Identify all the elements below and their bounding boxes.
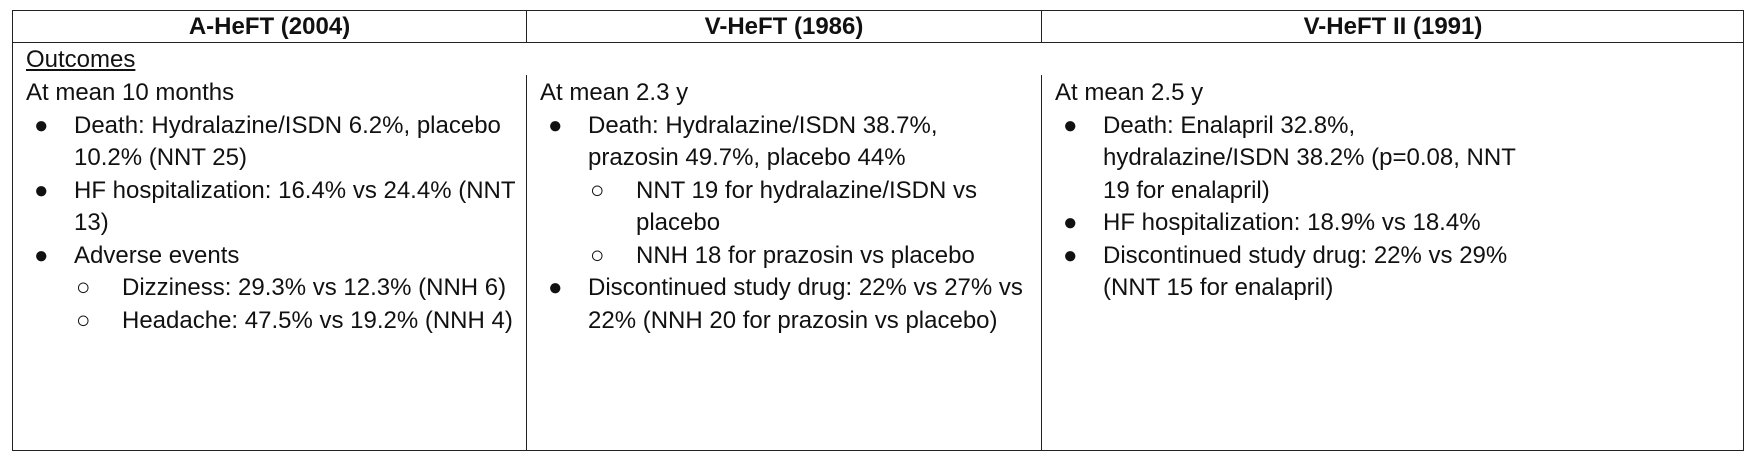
header-a-heft: A-HeFT (2004) [188, 13, 351, 40]
sub-list-item: ○ NNT 19 for hydralazine/ISDN vs placebo [590, 176, 978, 236]
bullet-icon: ● [34, 111, 49, 139]
bullet-icon: ● [548, 274, 563, 301]
bullet-list [1055, 110, 1545, 305]
bullet-list [540, 110, 1030, 338]
circle-bullet-icon: ○ [590, 176, 605, 204]
col-v-heft-ii [1055, 77, 1545, 305]
list-item: ● HF hospitalization: 16.4% vs 24.4% (NNT 13) [34, 176, 516, 236]
list-item: ● Adverse events ○ Dizziness: 29.3% vs 12.3% (NNH 6) ○ Headache: 47.5% vs 19.2% (NNH 4) [26, 240, 516, 338]
list-item: ● Death: Hydralazine/ISDN 38.7%, prazosin 49.7%, placebo 44% ○ NNT 19 for hydralazine/ISDN vs placebo ○ NNH 18 for prazosin vs placebo [540, 110, 1030, 273]
col-lead: At mean 10 months [26, 79, 235, 106]
sub-list [540, 175, 1030, 273]
bullet-icon: ● [548, 111, 563, 139]
bullet-icon: ● [34, 176, 49, 204]
header-v-heft-ii: V-HeFT II (1991) [1303, 13, 1483, 40]
list-item: ● Death: Hydralazine/ISDN 6.2%, placebo 10.2% (NNT 25) [34, 111, 501, 171]
body-col-divider [526, 75, 527, 450]
col-v-heft [540, 77, 1030, 337]
col-lead: At mean 2.5 y [1055, 79, 1204, 106]
sub-list-item: ○ NNH 18 for prazosin vs placebo [540, 240, 1030, 273]
circle-bullet-icon: ○ [76, 274, 91, 301]
body-col-divider [1041, 75, 1042, 450]
list-item: ● Discontinued study drug: 22% vs 27% vs 22% (NNH 20 for prazosin vs placebo) [548, 274, 1023, 334]
sub-list [26, 272, 516, 337]
outcomes-label: Outcomes [26, 46, 136, 73]
bullet-list [26, 110, 516, 338]
sub-list-item: ○ Headache: 47.5% vs 19.2% (NNH 4) [26, 305, 516, 338]
bullet-icon: ● [1063, 209, 1078, 236]
list-item: ● Discontinued study drug: 22% vs 29% (NNT 15 for enalapril) [1063, 241, 1508, 301]
bullet-icon: ● [1063, 241, 1078, 269]
header-v-heft: V-HeFT (1986) [704, 13, 864, 40]
bullet-icon: ● [1063, 111, 1078, 139]
circle-bullet-icon: ○ [76, 306, 91, 334]
circle-bullet-icon: ○ [590, 241, 605, 269]
comparison-table [12, 10, 1744, 451]
col-a-heft [26, 77, 516, 337]
sub-list-item: ○ Dizziness: 29.3% vs 12.3% (NNH 6) [26, 272, 516, 305]
col-lead: At mean 2.3 y [540, 79, 689, 106]
list-item: ● HF hospitalization: 18.9% vs 18.4% [1055, 207, 1545, 240]
list-item: ● Death: Enalapril 32.8%, hydralazine/ISDN 38.2% (p=0.08, NNT 19 for enalapril) [1063, 111, 1516, 204]
bullet-icon: ● [34, 241, 49, 269]
